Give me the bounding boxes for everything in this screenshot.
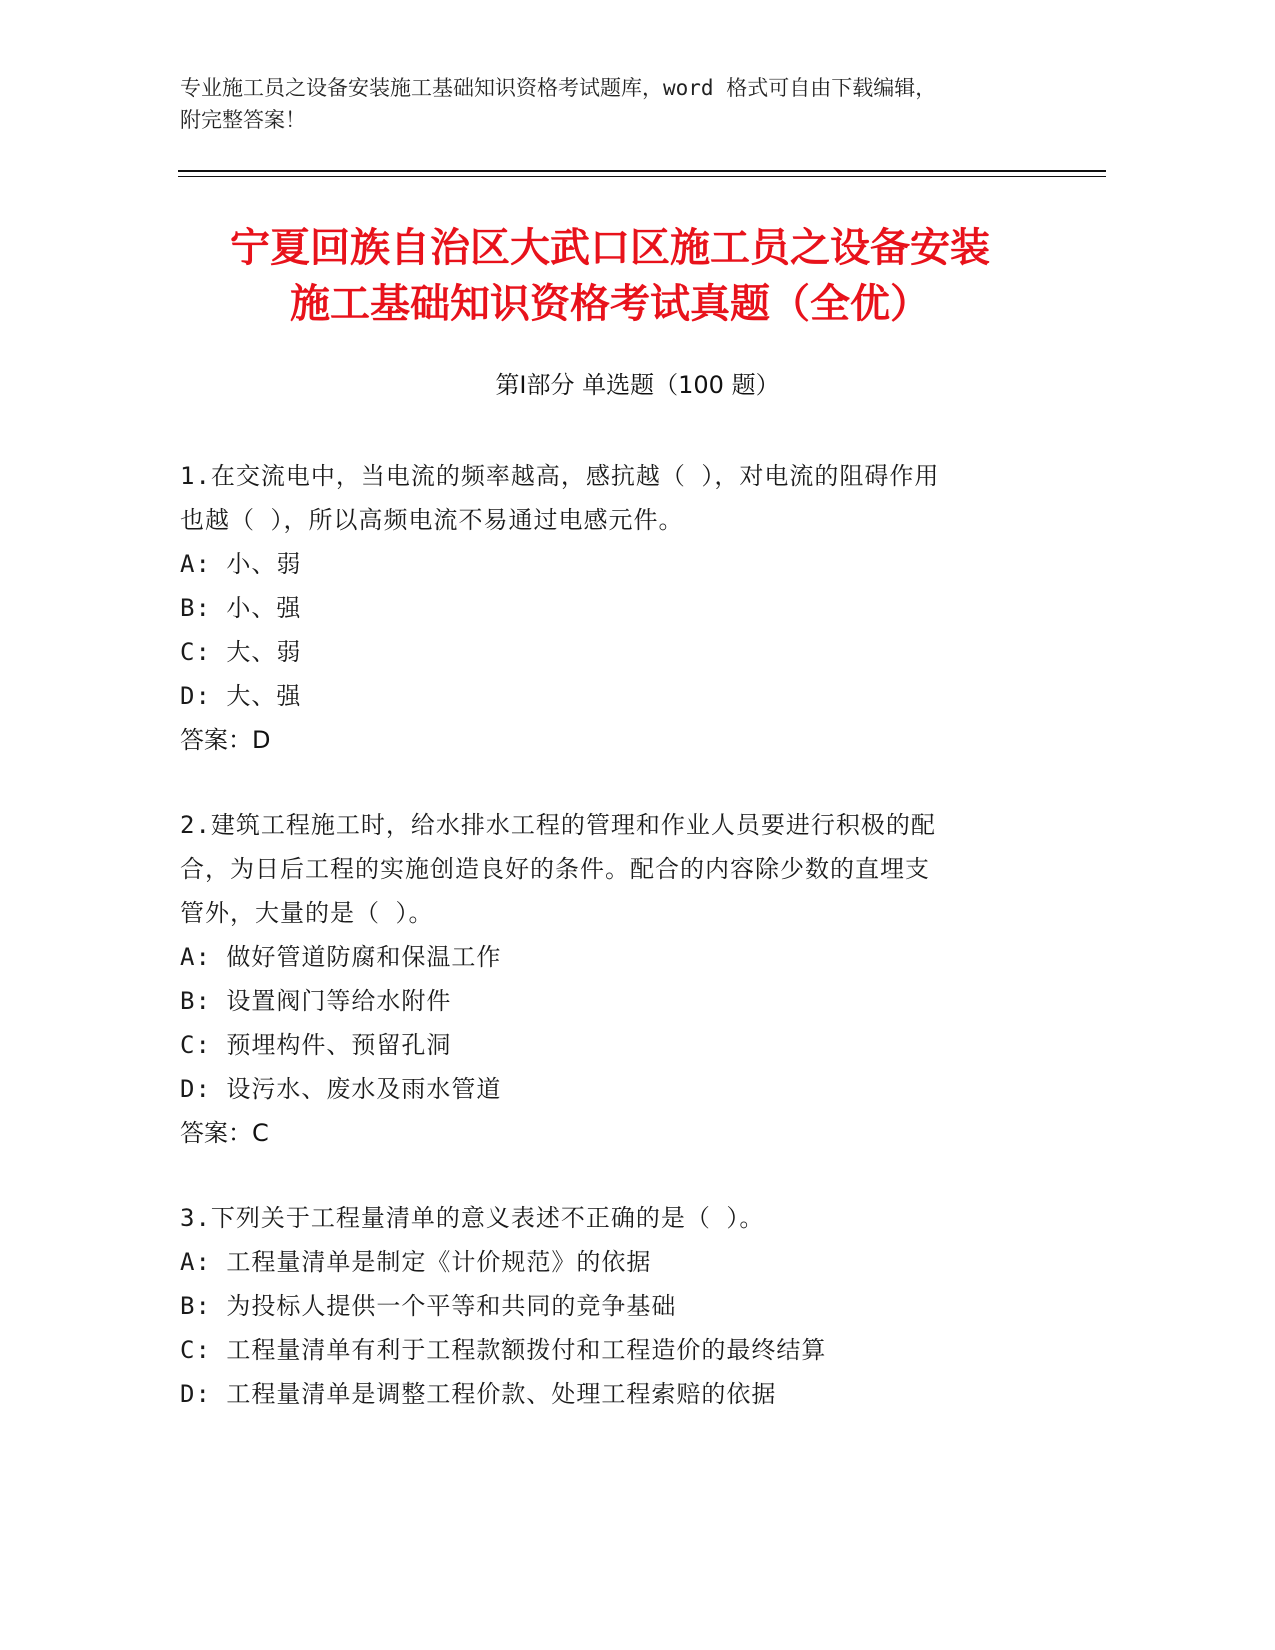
question-2 bbox=[180, 803, 1040, 1155]
option-b: B: 设置阀门等给水附件 bbox=[180, 987, 452, 1015]
question-stem-line: 管外，大量的是（ ）。 bbox=[180, 899, 434, 927]
question-stem-line: 3.下列关于工程量清单的意义表述不正确的是（ ）。 bbox=[180, 1204, 765, 1232]
question-1 bbox=[180, 454, 1040, 762]
option-d: D: 大、强 bbox=[180, 682, 302, 710]
question-list bbox=[180, 454, 1040, 1457]
option-a: A: 小、弱 bbox=[180, 550, 302, 578]
option-b: B: 小、强 bbox=[180, 594, 302, 622]
document-title-line-2: 施工基础知识资格考试真题（全优） bbox=[290, 281, 930, 327]
document-title-line-1: 宁夏回族自治区大武口区施工员之设备安装 bbox=[230, 225, 990, 271]
option-b: B: 为投标人提供一个平等和共同的竞争基础 bbox=[180, 1292, 677, 1320]
question-3 bbox=[180, 1196, 1040, 1416]
header-note-line-1: 专业施工员之设备安装施工基础知识资格考试题库，word 格式可自由下载编辑， bbox=[180, 76, 937, 100]
option-c: C: 预埋构件、预留孔洞 bbox=[180, 1031, 452, 1059]
question-stem-line: 1.在交流电中，当电流的频率越高，感抗越（ ），对电流的阻碍作用 bbox=[180, 462, 940, 490]
question-stem-line: 也越（ ），所以高频电流不易通过电感元件。 bbox=[180, 506, 684, 534]
option-c: C: 工程量清单有利于工程款额拨付和工程造价的最终结算 bbox=[180, 1336, 827, 1364]
answer-label: 答案：C bbox=[180, 1119, 269, 1147]
option-a: A: 工程量清单是制定《计价规范》的依据 bbox=[180, 1248, 652, 1276]
header-note bbox=[180, 72, 1060, 136]
option-d: D: 工程量清单是调整工程价款、处理工程索赔的依据 bbox=[180, 1380, 777, 1408]
option-d: D: 设污水、废水及雨水管道 bbox=[180, 1075, 502, 1103]
option-c: C: 大、弱 bbox=[180, 638, 302, 666]
answer-label: 答案：D bbox=[180, 726, 271, 754]
header-note-line-2: 附完整答案！ bbox=[180, 108, 306, 132]
option-a: A: 做好管道防腐和保温工作 bbox=[180, 943, 502, 971]
question-stem-line: 合，为日后工程的实施创造良好的条件。配合的内容除少数的直埋支 bbox=[180, 855, 930, 883]
section-title: 第Ⅰ部分 单选题（100 题） bbox=[495, 371, 780, 399]
document-title bbox=[150, 220, 1070, 332]
question-stem-line: 2.建筑工程施工时，给水排水工程的管理和作业人员要进行积极的配 bbox=[180, 811, 936, 839]
header-rule-thin bbox=[178, 176, 1106, 177]
header-rule-thick bbox=[178, 170, 1106, 172]
